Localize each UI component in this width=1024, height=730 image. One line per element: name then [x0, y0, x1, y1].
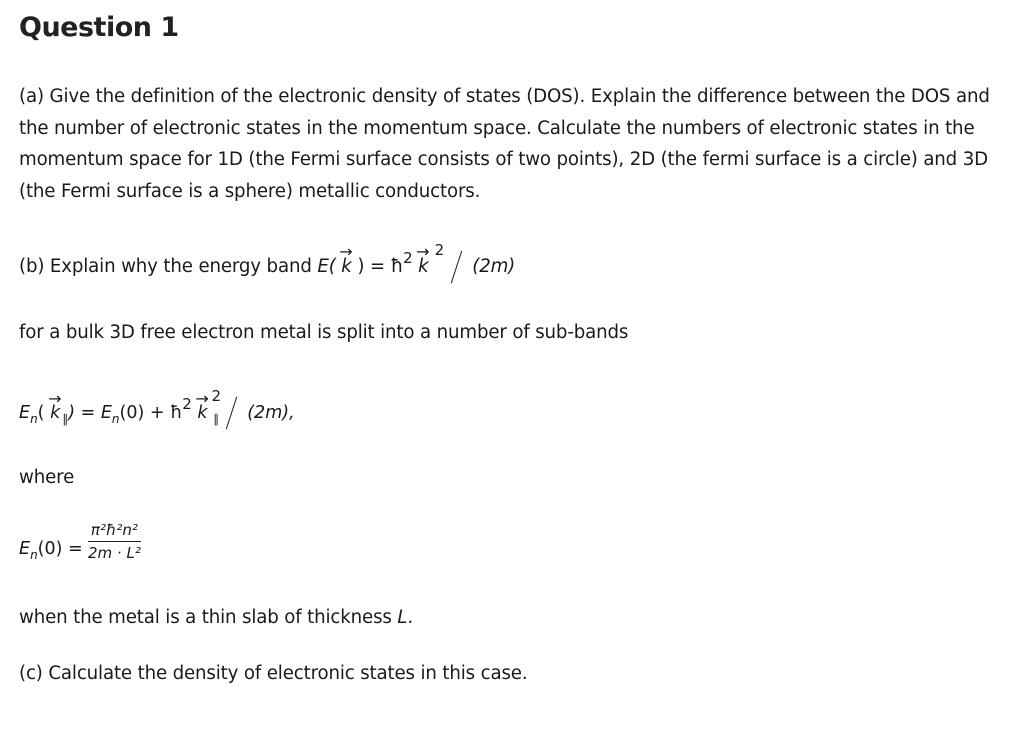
- part-a-text: (a) Give the definition of the electronic density of states (DOS). Explain the difference between the DOS and the number of electronic states in the momentum space. Calculate the numbers of electronic states in the momentum space for 1D (the Fermi surface consists of two points), 2D (the fermi surface is a circle) and 3D (the Fermi surface is a sphere) metallic conductors.: [19, 86, 990, 203]
- vector-arrow-icon: →: [416, 242, 430, 261]
- slab-thickness-symbol: L: [397, 607, 408, 628]
- subband-equation: [19, 387, 295, 430]
- division-slash: [450, 251, 461, 284]
- en0-index: n: [30, 548, 38, 562]
- slab-sentence-text: when the metal is a thin slab of thickness: [19, 607, 392, 628]
- subband-denominator: (2m),: [247, 403, 295, 423]
- en0-numerator: π²ħ²n²: [88, 521, 141, 542]
- k-vector-squared: → k: [416, 242, 430, 277]
- subband-index-2: n: [111, 412, 120, 426]
- k-parallel-vector-squared: → k: [195, 389, 209, 423]
- energy-denominator: (2m): [472, 256, 516, 277]
- k-vector: → k: [339, 242, 353, 277]
- vector-arrow-icon: →: [339, 242, 353, 261]
- k-parallel-vector: → k: [48, 389, 62, 423]
- en0-denominator: 2m · L²: [88, 544, 141, 562]
- parallel-symbol-2: ∥: [213, 412, 220, 426]
- vector-arrow-icon: →: [195, 389, 209, 408]
- question-title: Question 1: [19, 12, 179, 43]
- energy-symbol: E(: [317, 256, 336, 277]
- hbar-square: 2: [403, 249, 413, 267]
- part-b-energy-band-line: [19, 241, 516, 284]
- vector-arrow-icon: →: [48, 389, 62, 408]
- k-square: 2: [434, 241, 444, 259]
- k-parallel-square: 2: [211, 387, 222, 405]
- hbar-square-2: 2: [182, 395, 192, 413]
- zero-plus-hbar: (0) + ħ: [119, 403, 183, 423]
- equals-hbar: ) = ħ: [357, 256, 404, 277]
- en0-rest: (0) =: [37, 539, 83, 559]
- slab-period: .: [407, 607, 413, 628]
- part-b-split-sentence: for a bulk 3D free electron metal is split into a number of sub-bands: [19, 322, 629, 343]
- slab-sentence: [19, 607, 413, 628]
- en0-fraction: [88, 521, 141, 562]
- part-b-intro: (b) Explain why the energy band: [19, 256, 312, 277]
- subband-mid: ) = E: [68, 403, 112, 423]
- subband-index: n: [30, 412, 38, 426]
- subband-energy-symbol: E: [19, 403, 31, 423]
- division-slash-2: [225, 397, 236, 430]
- part-c-text: (c) Calculate the density of electronic states in this case.: [19, 663, 528, 684]
- parallel-symbol: ∥: [62, 412, 69, 426]
- open-paren: (: [37, 403, 45, 423]
- en0-lhs: [19, 539, 83, 562]
- en0-symbol: E: [19, 539, 31, 559]
- where-label: where: [19, 467, 75, 488]
